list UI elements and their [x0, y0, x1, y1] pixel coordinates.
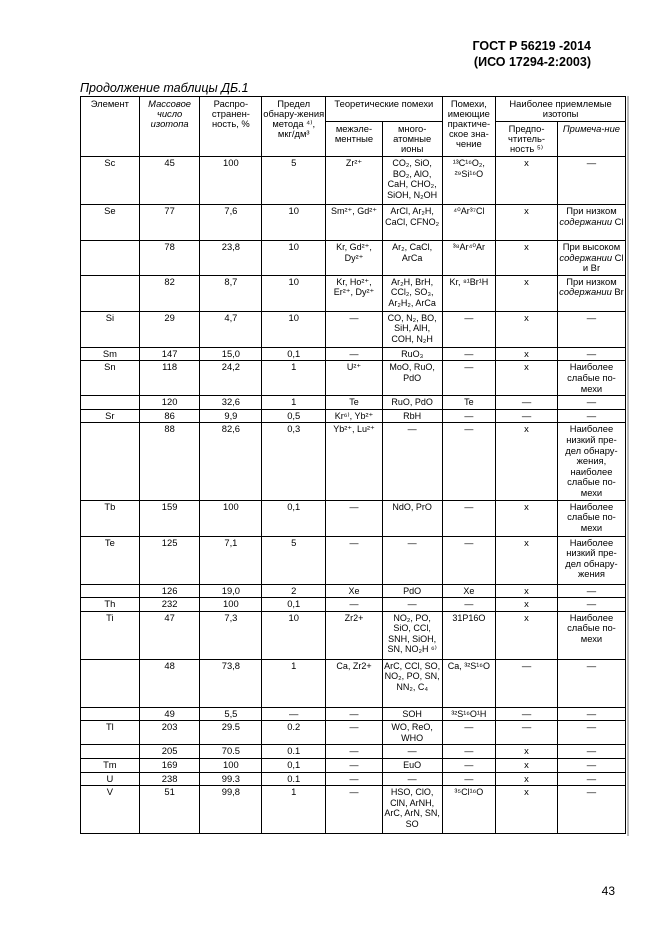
cell-note: Наиболее низкий пре-дел обнару-жения, наиболее слабые по-мехи — [557, 423, 625, 500]
cell-element — [81, 745, 140, 759]
cell-limit: 0.1 — [262, 772, 326, 786]
cell-polyatomic: — — [382, 536, 442, 584]
cell-preferable: x — [496, 311, 558, 347]
cell-preferable: x — [496, 745, 558, 759]
cell-practical: — — [442, 536, 496, 584]
cell-mass: 120 — [139, 396, 200, 410]
cell-note: — — [557, 598, 625, 612]
cell-abundance: 70.5 — [200, 745, 262, 759]
cell-interelement: — — [326, 745, 383, 759]
cell-preferable: x — [496, 598, 558, 612]
cell-abundance: 9,9 — [200, 409, 262, 423]
cell-element — [81, 396, 140, 410]
cell-interelement: Kr⁶⁾, Yb²⁺ — [326, 409, 383, 423]
col-preferable: Предпо-чтитель-ность ⁵⁾ — [496, 122, 558, 157]
cell-mass: 118 — [139, 361, 200, 396]
cell-interelement: Zr2+ — [326, 611, 383, 659]
cell-preferable: x — [496, 786, 558, 834]
cell-interelement: — — [326, 759, 383, 773]
table-row — [81, 275, 626, 311]
cell-limit: 0,1 — [262, 759, 326, 773]
cell-preferable: x — [496, 536, 558, 584]
cell-practical: ⁴⁰Ar³⁷Cl — [442, 205, 496, 241]
cell-abundance: 23,8 — [200, 241, 262, 276]
cell-note: — — [557, 584, 625, 598]
table-row — [81, 157, 626, 205]
cell-polyatomic: ArCl, Ar₂H, CaCl, CFNO₂ — [382, 205, 442, 241]
table-row — [81, 611, 626, 659]
cell-abundance: 5,5 — [200, 707, 262, 721]
cell-note: Наиболее низкий пре-дел обнару-жения — [557, 536, 625, 584]
col-note: Примеча-ние — [557, 122, 625, 157]
cell-polyatomic: ArC, CCl, SO, NO₂, PO, SN, NN₂, C₄ — [382, 659, 442, 707]
cell-preferable: — — [496, 396, 558, 410]
table-row — [81, 361, 626, 396]
cell-interelement: — — [326, 311, 383, 347]
cell-element — [81, 707, 140, 721]
cell-element — [81, 584, 140, 598]
cell-abundance: 73,8 — [200, 659, 262, 707]
table-caption: Продолжение таблицы ДБ.1 — [80, 81, 249, 95]
cell-limit: 5 — [262, 157, 326, 205]
cell-mass: 238 — [139, 772, 200, 786]
cell-element: V — [81, 786, 140, 834]
cell-abundance: 15,0 — [200, 347, 262, 361]
col-element: Элемент — [81, 97, 140, 157]
col-mass: Массовое число изотопа — [139, 97, 200, 157]
cell-interelement: Te — [326, 396, 383, 410]
cell-element: Sr — [81, 409, 140, 423]
cell-abundance: 99.3 — [200, 772, 262, 786]
cell-note: — — [557, 721, 625, 745]
table-row — [81, 311, 626, 347]
cell-interelement: Kr, Ho²⁺, Er²⁺, Dy²⁺ — [326, 275, 383, 311]
table-row — [81, 500, 626, 536]
cell-element — [81, 275, 140, 311]
cell-limit: 0,3 — [262, 423, 326, 500]
col-limit: Предел обнару-жения метода ⁴⁾, мкг/дм³ — [262, 97, 326, 157]
cell-abundance: 100 — [200, 157, 262, 205]
cell-mass: 159 — [139, 500, 200, 536]
cell-note: При низком содержании Br — [557, 275, 625, 311]
cell-preferable: x — [496, 759, 558, 773]
cell-abundance: 100 — [200, 598, 262, 612]
cell-interelement: — — [326, 721, 383, 745]
cell-interelement: Zr²⁺ — [326, 157, 383, 205]
cell-limit: 10 — [262, 241, 326, 276]
cell-element: Sn — [81, 361, 140, 396]
cell-polyatomic: RuO₃ — [382, 347, 442, 361]
table-row — [81, 396, 626, 410]
cell-preferable: x — [496, 205, 558, 241]
header-row-1 — [81, 97, 626, 122]
cell-mass: 49 — [139, 707, 200, 721]
iso-number: (ИСО 17294-2:2003) — [473, 55, 591, 69]
cell-limit: 0,1 — [262, 500, 326, 536]
cell-interelement: — — [326, 536, 383, 584]
cell-polyatomic: WO, ReO, WHO — [382, 721, 442, 745]
cell-note: — — [557, 396, 625, 410]
cell-element — [81, 423, 140, 500]
cell-element: Ti — [81, 611, 140, 659]
cell-preferable: x — [496, 423, 558, 500]
page-number: 43 — [601, 884, 615, 898]
cell-abundance: 100 — [200, 759, 262, 773]
cell-polyatomic: — — [382, 772, 442, 786]
cell-polyatomic: EuO — [382, 759, 442, 773]
table-row — [81, 584, 626, 598]
cell-practical: — — [442, 772, 496, 786]
cell-practical: Te — [442, 396, 496, 410]
cell-element: U — [81, 772, 140, 786]
cell-limit: 0,5 — [262, 409, 326, 423]
cell-polyatomic: Ar₂, CaCl, ArCa — [382, 241, 442, 276]
document-header — [473, 38, 591, 70]
cell-mass: 29 — [139, 311, 200, 347]
cell-limit: 0.1 — [262, 745, 326, 759]
cell-abundance: 82,6 — [200, 423, 262, 500]
cell-element: Sc — [81, 157, 140, 205]
cell-practical: — — [442, 409, 496, 423]
cell-practical: — — [442, 311, 496, 347]
cell-limit: 10 — [262, 205, 326, 241]
cell-practical: — — [442, 759, 496, 773]
standard-number: ГОСТ Р 56219 -2014 — [472, 39, 591, 53]
cell-limit: 1 — [262, 786, 326, 834]
cell-note: — — [557, 772, 625, 786]
cell-practical: ³²S¹⁶O¹H — [442, 707, 496, 721]
cell-polyatomic: CO, N₂, BO, SiH, AlH, COH, N₂H — [382, 311, 442, 347]
cell-element: Te — [81, 536, 140, 584]
cell-element — [81, 659, 140, 707]
cell-polyatomic: RbH — [382, 409, 442, 423]
note-emphasis: содержании — [559, 251, 613, 263]
cell-mass: 48 — [139, 659, 200, 707]
cell-practical: 31P16O — [442, 611, 496, 659]
col-abundance: Распро-странен-ность, % — [200, 97, 262, 157]
cell-note: Наиболее слабые по-мехи — [557, 500, 625, 536]
note-emphasis: содержании — [559, 215, 613, 227]
cell-limit: 5 — [262, 536, 326, 584]
cell-polyatomic: NO₂, PO, SiO, CCl, SNH, SiOH, SN, NO₂H ⁶⁾ — [382, 611, 442, 659]
cell-polyatomic: MoO, RuO, PdO — [382, 361, 442, 396]
table-row — [81, 659, 626, 707]
table-row — [81, 423, 626, 500]
table-row — [81, 745, 626, 759]
cell-preferable: — — [496, 707, 558, 721]
cell-note: — — [557, 157, 625, 205]
table-row — [81, 205, 626, 241]
cell-preferable: x — [496, 772, 558, 786]
cell-note: — — [557, 759, 625, 773]
cell-interelement: — — [326, 598, 383, 612]
cell-limit: 10 — [262, 311, 326, 347]
cell-mass: 205 — [139, 745, 200, 759]
cell-note: — — [557, 347, 625, 361]
cell-mass: 77 — [139, 205, 200, 241]
cell-interelement: Yb²⁺, Lu²⁺ — [326, 423, 383, 500]
cell-preferable: x — [496, 611, 558, 659]
cell-polyatomic: — — [382, 598, 442, 612]
col-polyatomic: много-атомные ионы — [382, 122, 442, 157]
cell-interelement: Ca, Zr2+ — [326, 659, 383, 707]
cell-limit: 0,1 — [262, 347, 326, 361]
cell-mass: 88 — [139, 423, 200, 500]
cell-abundance: 7,1 — [200, 536, 262, 584]
cell-note: При высоком содержании Cl и Br — [557, 241, 625, 276]
cell-interelement: U²⁺ — [326, 361, 383, 396]
cell-mass: 203 — [139, 721, 200, 745]
cell-practical: ³⁸Ar⁴⁰Ar — [442, 241, 496, 276]
table-row — [81, 707, 626, 721]
cell-element: Sm — [81, 347, 140, 361]
table-row — [81, 241, 626, 276]
cell-limit: 0.2 — [262, 721, 326, 745]
scan-edge-bar — [627, 96, 629, 836]
table-row — [81, 721, 626, 745]
cell-limit: 10 — [262, 611, 326, 659]
cell-polyatomic: PdO — [382, 584, 442, 598]
cell-preferable: x — [496, 157, 558, 205]
cell-abundance: 99,8 — [200, 786, 262, 834]
cell-polyatomic: Ar₂H, BrH, CCl₂, SO₃, Ar₂H₂, ArCa — [382, 275, 442, 311]
cell-note: При низком содержании Cl — [557, 205, 625, 241]
cell-polyatomic: HSO, ClO, ClN, ArNH, ArC, ArN, SN, SO — [382, 786, 442, 834]
cell-mass: 78 — [139, 241, 200, 276]
cell-preferable: — — [496, 721, 558, 745]
cell-mass: 232 — [139, 598, 200, 612]
cell-limit: 1 — [262, 659, 326, 707]
cell-interelement: — — [326, 707, 383, 721]
cell-practical: ¹³C¹⁶O₂, ²⁹Si¹⁶O — [442, 157, 496, 205]
cell-note: — — [557, 311, 625, 347]
cell-limit: 1 — [262, 396, 326, 410]
cell-limit: — — [262, 707, 326, 721]
cell-abundance: 7,6 — [200, 205, 262, 241]
cell-limit: 1 — [262, 361, 326, 396]
table-row — [81, 772, 626, 786]
col-theory: Теоретические помехи — [326, 97, 442, 122]
cell-abundance: 100 — [200, 500, 262, 536]
cell-practical: — — [442, 347, 496, 361]
cell-note: — — [557, 409, 625, 423]
cell-mass: 51 — [139, 786, 200, 834]
cell-interelement: Xe — [326, 584, 383, 598]
cell-preferable: x — [496, 241, 558, 276]
cell-mass: 147 — [139, 347, 200, 361]
cell-polyatomic: CO₂, SiO, BO₂, AlO, CaH, CHO₂, SiOH, N₂OH — [382, 157, 442, 205]
cell-mass: 47 — [139, 611, 200, 659]
cell-practical: — — [442, 745, 496, 759]
col-interelement: межэле-ментные — [326, 122, 383, 157]
cell-element: Th — [81, 598, 140, 612]
cell-interelement: Sm²⁺, Gd²⁺ — [326, 205, 383, 241]
note-emphasis: содержании — [559, 286, 612, 298]
cell-preferable: x — [496, 584, 558, 598]
table-row — [81, 347, 626, 361]
cell-limit: 2 — [262, 584, 326, 598]
cell-mass: 169 — [139, 759, 200, 773]
cell-practical: — — [442, 500, 496, 536]
table-row — [81, 536, 626, 584]
cell-interelement: — — [326, 347, 383, 361]
cell-polyatomic: RuO, PdO — [382, 396, 442, 410]
cell-mass: 45 — [139, 157, 200, 205]
col-preferred: Наиболее приемлемые изотопы — [496, 97, 626, 122]
cell-polyatomic: — — [382, 745, 442, 759]
table-row — [81, 409, 626, 423]
table-row — [81, 786, 626, 834]
table-row — [81, 598, 626, 612]
cell-interelement: Kr, Gd²⁺, Dy²⁺ — [326, 241, 383, 276]
cell-note: — — [557, 786, 625, 834]
cell-element: Si — [81, 311, 140, 347]
cell-preferable: x — [496, 500, 558, 536]
cell-practical: ³⁵Cl¹⁶O — [442, 786, 496, 834]
cell-abundance: 19,0 — [200, 584, 262, 598]
cell-element: Tm — [81, 759, 140, 773]
cell-note: Наиболее слабые по-мехи — [557, 361, 625, 396]
cell-abundance: 4,7 — [200, 311, 262, 347]
cell-practical: — — [442, 423, 496, 500]
cell-note: — — [557, 707, 625, 721]
cell-mass: 82 — [139, 275, 200, 311]
cell-preferable: x — [496, 347, 558, 361]
cell-abundance: 8,7 — [200, 275, 262, 311]
cell-polyatomic: SOH — [382, 707, 442, 721]
cell-note: — — [557, 745, 625, 759]
cell-abundance: 24,2 — [200, 361, 262, 396]
cell-limit: 10 — [262, 275, 326, 311]
table-row — [81, 759, 626, 773]
cell-practical: — — [442, 598, 496, 612]
cell-abundance: 32,6 — [200, 396, 262, 410]
cell-element: Tb — [81, 500, 140, 536]
cell-interelement: — — [326, 786, 383, 834]
cell-polyatomic: NdO, PrO — [382, 500, 442, 536]
cell-mass: 86 — [139, 409, 200, 423]
col-practical: Помехи, имеющие практиче-ское зна-чение — [442, 97, 496, 157]
cell-note: Наиболее слабые по-мехи — [557, 611, 625, 659]
cell-element — [81, 241, 140, 276]
cell-practical: Ca, ³²S¹⁶O — [442, 659, 496, 707]
cell-limit: 0,1 — [262, 598, 326, 612]
cell-practical: Xe — [442, 584, 496, 598]
cell-abundance: 7,3 — [200, 611, 262, 659]
cell-element: Se — [81, 205, 140, 241]
cell-interelement: — — [326, 772, 383, 786]
cell-preferable: x — [496, 361, 558, 396]
cell-mass: 126 — [139, 584, 200, 598]
cell-abundance: 29.5 — [200, 721, 262, 745]
cell-preferable: — — [496, 409, 558, 423]
cell-preferable: x — [496, 275, 558, 311]
cell-mass: 125 — [139, 536, 200, 584]
cell-preferable: — — [496, 659, 558, 707]
isotope-table — [80, 96, 626, 834]
cell-practical: — — [442, 361, 496, 396]
cell-note: — — [557, 659, 625, 707]
cell-element: Tl — [81, 721, 140, 745]
cell-practical: Kr, ⁸¹Br¹H — [442, 275, 496, 311]
cell-practical: — — [442, 721, 496, 745]
cell-interelement: — — [326, 500, 383, 536]
cell-polyatomic: — — [382, 423, 442, 500]
